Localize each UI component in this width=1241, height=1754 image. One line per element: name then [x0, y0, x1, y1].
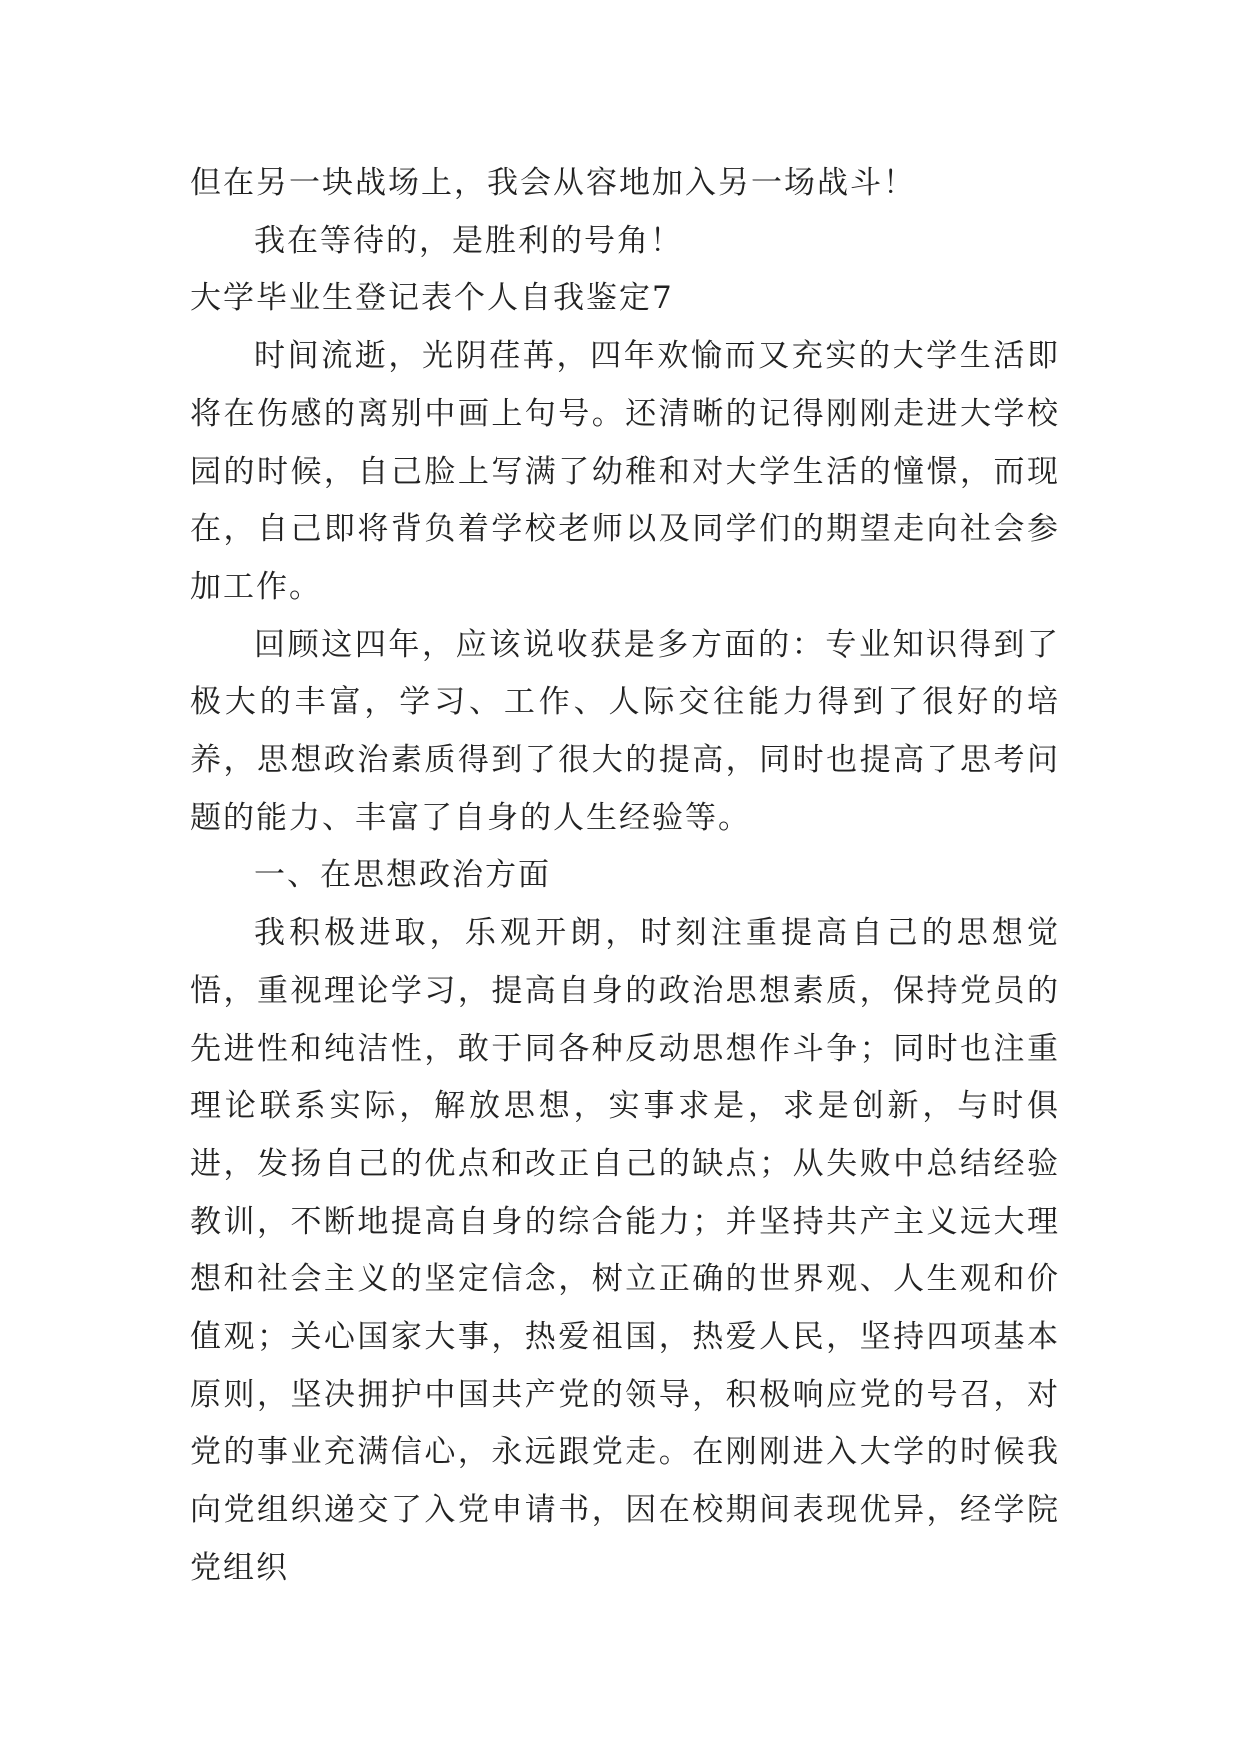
paragraph-closing: 我在等待的，是胜利的号角！	[254, 222, 683, 259]
section-title: 大学毕业生登记表个人自我鉴定7	[190, 280, 674, 317]
subsection-heading: 一、在思想政治方面	[254, 857, 551, 894]
paragraph-intro: 时间流逝，光阴荏苒，四年欢愉而又充实的大学生活即将在伤感的离别中画上句号。还清晰的记得刚刚走进大学校园的时候，自己脸上写满了幼稚和对大学生活的憧憬，而现在，自己即将背负着学校老师以及同学们的期望走向社会参加工作。	[190, 338, 1060, 605]
document-body	[190, 155, 1060, 1598]
paragraph-review: 回顾这四年，应该说收获是多方面的：专业知识得到了极大的丰富，学习、工作、人际交往能力得到了很好的培养，思想政治素质得到了很大的提高，同时也提高了思考问题的能力、丰富了自身的人生经验等。	[190, 626, 1060, 836]
paragraph-continuation: 但在另一块战场上，我会从容地加入另一场战斗！	[190, 165, 916, 201]
paragraph-political: 我积极进取，乐观开朗，时刻注重提高自己的思想觉悟，重视理论学习，提高自身的政治思想素质，保持党员的先进性和纯洁性，敢于同各种反动思想作斗争；同时也注重理论联系实际，解放思想，实事求是，求是创新，与时俱进，发扬自己的优点和改正自己的缺点；从失败中总结经验教训，不断地提高自身的综合能力；并坚持共产主义远大理想和社会主义的坚定信念，树立正确的世界观、人生观和价值观；关心国家大事，热爱祖国，热爱人民，坚持四项基本原则，坚决拥护中国共产党的领导，积极响应党的号召，对党的事业充满信心，永远跟党走。在刚刚进入大学的时候我向党组织递交了入党申请书，因在校期间表现优异，经学院党组织	[190, 915, 1060, 1586]
